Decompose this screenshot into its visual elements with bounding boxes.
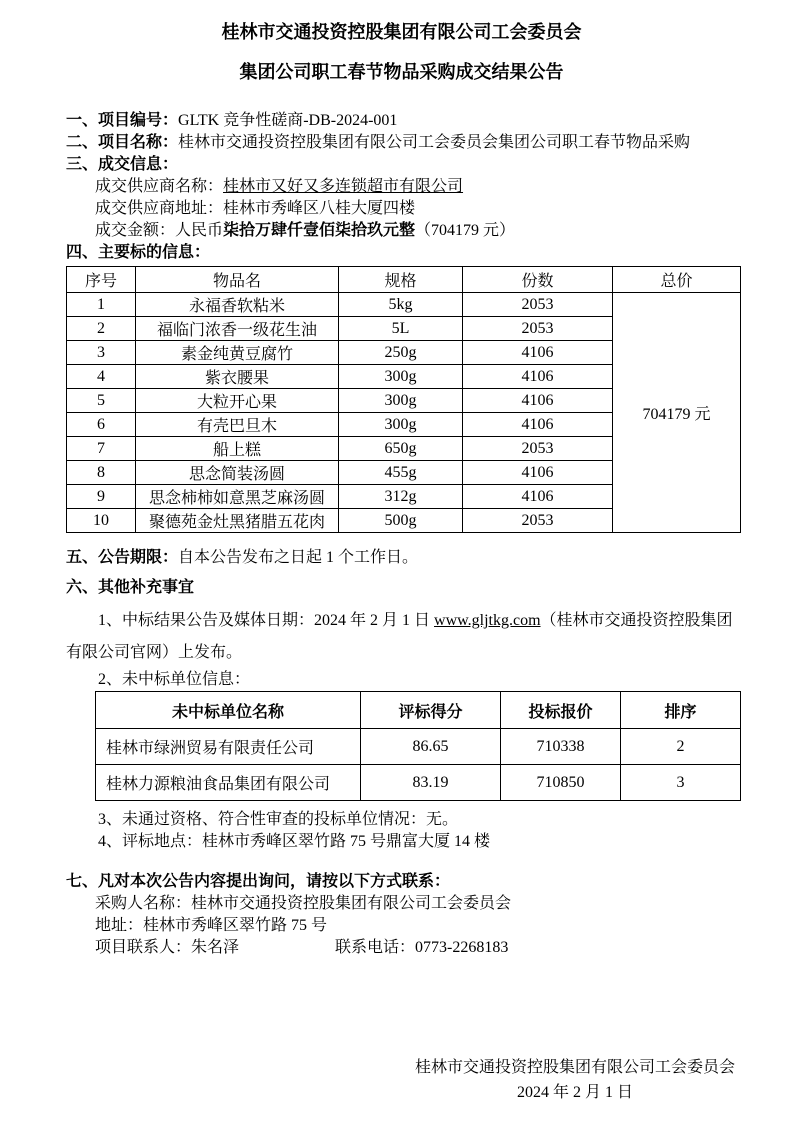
table-row: 5 大粒开心果 300g 4106: [67, 389, 741, 413]
items-header-name: 物品名: [136, 267, 339, 293]
losing-bidders-heading: 2、未中标单位信息：: [98, 671, 251, 688]
signature-block: [410, 1055, 740, 1105]
contact-person-value: 朱名泽: [191, 939, 240, 956]
supplier-address-value: 桂林市秀峰区八桂大厦四楼: [223, 200, 416, 217]
project-name-value: 桂林市交通投资控股集团有限公司工会委员会集团公司职工春节物品采购: [178, 134, 691, 151]
award-amount-numeric: （704179 元）: [415, 222, 516, 239]
table-row: 2 福临门浓香一级花生油 5L 2053: [67, 317, 741, 341]
project-name-label: 二、项目名称：: [66, 134, 179, 151]
purchaser-value: 桂林市交通投资控股集团有限公司工会委员会: [191, 895, 512, 912]
table-row: 1 永福香软粘米 5kg 2053 704179 元: [67, 293, 741, 317]
table-row: 7 船上糕 650g 2053: [67, 437, 741, 461]
section-other-matters-heading: 六、其他补充事宜: [66, 579, 195, 596]
items-header-index: 序号: [67, 267, 136, 293]
contact-phone-value: 0773-2268183: [415, 939, 509, 956]
purchaser-line: [66, 893, 737, 915]
table-row: 4 紫衣腰果 300g 4106: [67, 365, 741, 389]
supplier-name-label: 成交供应商名称：: [95, 178, 224, 195]
table-row: 3 素金纯黄豆腐竹 250g 4106: [67, 341, 741, 365]
section-project-number: [66, 110, 737, 132]
project-number-value: GLTK 竞争性磋商-DB-2024-001: [178, 112, 398, 129]
official-website-link[interactable]: www.gljtkg.com: [434, 612, 541, 629]
supplier-address-label: 成交供应商地址：: [95, 200, 224, 217]
table-row: 10 聚德苑金灶黑猪腊五花肉 500g 2053: [67, 509, 741, 533]
table-row: 6 有壳巴旦木 300g 4106: [67, 413, 741, 437]
contact-phone-label: 联系电话：: [335, 939, 416, 956]
section-announcement-period: [66, 547, 737, 569]
items-total-price-cell: 704179 元: [613, 293, 741, 533]
award-amount-currency: 人民币: [175, 222, 224, 239]
losing-header-rank: 排序: [621, 692, 741, 729]
purchaser-address-label: 地址：: [95, 917, 144, 934]
supplier-name-line: [66, 176, 737, 198]
announcement-period-value: 自本公告发布之日起 1 个工作日。: [178, 549, 419, 566]
media-date-line1: 1、中标结果公告及媒体日期：2024 年 2 月 1 日 www.gljtkg.com（桂林市交通投资控股集团: [98, 612, 733, 629]
items-table-header-row: [67, 267, 741, 293]
supplier-name-value: 桂林市又好又多连锁超市有限公司: [223, 178, 464, 195]
section-main-items-heading: 四、主要标的信息：: [66, 244, 211, 261]
supplier-address-line: [66, 198, 737, 220]
signature-org: 桂林市交通投资控股集团有限公司工会委员会: [414, 1059, 735, 1076]
signature-date: 2024 年 2 月 1 日: [516, 1084, 633, 1101]
media-date-line2: 有限公司官网）上发布。: [66, 644, 243, 661]
doc-title-line2: 集团公司职工春节物品采购成交结果公告: [239, 62, 564, 82]
announcement-period-label: 五、公告期限：: [66, 549, 179, 566]
items-header-count: 份数: [463, 267, 613, 293]
table-row: 9 思念柿柿如意黑芝麻汤圆 312g 4106: [67, 485, 741, 509]
table-row: 桂林力源粮油食品集团有限公司 83.19 710850 3: [96, 765, 741, 801]
items-header-total: 总价: [613, 267, 741, 293]
table-row: 桂林市绿洲贸易有限责任公司 86.65 710338 2: [96, 729, 741, 765]
section-project-name: [66, 132, 737, 154]
award-amount-label: 成交金额：: [95, 222, 176, 239]
purchaser-address-line: [66, 915, 737, 937]
contact-person-label: 项目联系人：: [95, 939, 192, 956]
body-sections: [66, 110, 737, 264]
table-row: 8 思念简装汤圆 455g 4106: [67, 461, 741, 485]
losing-header-score: 评标得分: [361, 692, 501, 729]
purchaser-address-value: 桂林市秀峰区翠竹路 75 号: [143, 917, 328, 934]
award-amount-line: [66, 220, 737, 242]
losing-bidders-table: [95, 691, 741, 801]
section-award-info-heading: 三、成交信息：: [66, 156, 179, 173]
contact-line: [66, 937, 737, 959]
evaluation-location-line: 4、评标地点：桂林市秀峰区翠竹路 75 号鼎富大厦 14 楼: [98, 833, 491, 850]
project-number-label: 一、项目编号：: [66, 112, 179, 129]
unqualified-bidders-line: 3、未通过资格、符合性审查的投标单位情况：无。: [98, 811, 459, 828]
doc-title-line1: 桂林市交通投资控股集团有限公司工会委员会: [221, 22, 582, 42]
losing-header-price: 投标报价: [501, 692, 621, 729]
purchaser-label: 采购人名称：: [95, 895, 192, 912]
losing-header-name: 未中标单位名称: [96, 692, 361, 729]
award-amount-capital: 柒拾万肆仟壹佰柒拾玖元整: [223, 222, 416, 239]
losing-bidders-header-row: [96, 692, 741, 729]
items-table: [66, 266, 741, 533]
items-header-spec: 规格: [339, 267, 463, 293]
section-contact-heading: 七、凡对本次公告内容提出询问，请按以下方式联系：: [66, 873, 451, 890]
